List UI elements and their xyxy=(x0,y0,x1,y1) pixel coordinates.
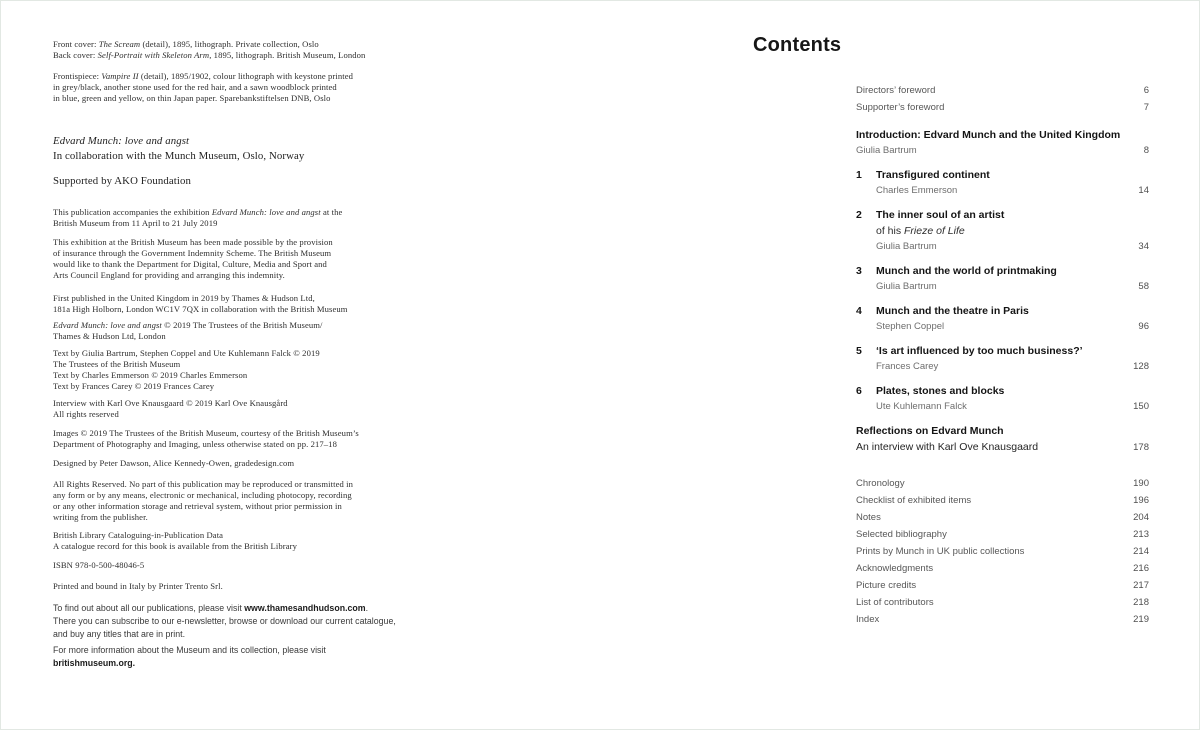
toc-row xyxy=(856,495,1149,512)
chapter-title: The inner soul of an artist xyxy=(876,209,1005,221)
toc-chapter xyxy=(856,343,1149,375)
toc-page-number: 204 xyxy=(1133,512,1149,523)
chapter-author: Frances Carey xyxy=(876,361,939,372)
toc-page-number: 34 xyxy=(1138,241,1149,252)
colophon-line: would like to thank the Department for Digital, Culture, Media and Sport and xyxy=(53,259,327,269)
colophon-line: Department of Photography and Imaging, unless otherwise stated on pp. 217–18 xyxy=(53,439,337,449)
colophon-paragraph xyxy=(53,348,320,392)
toc-page-number: 217 xyxy=(1133,580,1149,591)
colophon-line: Edvard Munch: love and angst xyxy=(53,135,190,147)
toc-chapter xyxy=(856,303,1149,335)
toc-entry-label: List of contributors xyxy=(856,597,934,608)
colophon-line: Designed by Peter Dawson, Alice Kennedy-Owen, gradedesign.com xyxy=(53,458,295,468)
colophon-line: Edvard Munch: love and angst © 2019 The Trustees of the British Museum/ xyxy=(53,320,323,330)
toc-row xyxy=(856,102,1149,119)
colophon-line: Images © 2019 The Trustees of the British Museum, courtesy of the British Museum’s xyxy=(53,428,359,438)
toc-row xyxy=(856,597,1149,614)
toc-entry-last-line xyxy=(856,439,1149,456)
colophon-paragraph xyxy=(53,458,294,469)
colophon-line: There you can subscribe to our e-newsletter, browse or download our current catalogue, xyxy=(53,616,396,626)
toc-entry-label: Supporter’s foreword xyxy=(856,102,945,113)
toc-row xyxy=(856,546,1149,563)
colophon-line: A catalogue record for this book is available from the British Library xyxy=(53,541,297,551)
chapter-number: 4 xyxy=(856,305,862,317)
colophon-line: All Rights Reserved. No part of this publication may be reproduced or transmitted in xyxy=(53,479,354,489)
toc-entry-last-line xyxy=(876,359,1149,375)
chapter-author: Giulia Bartrum xyxy=(876,241,937,252)
toc-entry-last-line xyxy=(876,279,1149,295)
colophon-line: Back cover: Self-Portrait with Skeleton Arm, 1895, lithograph. British Museum, London xyxy=(53,50,366,60)
colophon-paragraph xyxy=(53,134,304,164)
toc-entry-label: Notes xyxy=(856,512,881,523)
toc-entry-label: Picture credits xyxy=(856,580,917,591)
colophon-line: This exhibition at the British Museum has been made possible by the provision xyxy=(53,237,333,247)
toc-entry-label: Directors’ foreword xyxy=(856,85,936,96)
toc-section xyxy=(856,127,1149,159)
colophon-paragraph xyxy=(53,174,191,189)
toc-page-number: 150 xyxy=(1133,401,1149,412)
toc-entry-last-line xyxy=(876,183,1149,199)
toc-row xyxy=(856,85,1149,102)
contents-page xyxy=(601,1,1200,730)
colophon-paragraph xyxy=(53,479,353,523)
chapter-title: Plates, stones and blocks xyxy=(876,385,1005,397)
toc-page-number: 96 xyxy=(1138,321,1149,332)
chapter-subtitle: of his Frieze of Life xyxy=(876,225,965,237)
toc-entry-label: Chronology xyxy=(856,478,905,489)
toc-entry-last-line xyxy=(856,143,1149,159)
toc-page-number: 58 xyxy=(1138,281,1149,292)
colophon-line: Interview with Karl Ove Knausgaard © 2019 Karl Ove Knausgård xyxy=(53,398,288,408)
colophon-line: The Trustees of the British Museum xyxy=(53,359,181,369)
chapter-author: Ute Kuhlemann Falck xyxy=(876,401,967,412)
chapter-number: 1 xyxy=(856,169,862,181)
colophon-line: britishmuseum.org. xyxy=(53,658,136,668)
toc-section xyxy=(856,423,1149,456)
colophon-line: ISBN 978-0-500-48046-5 xyxy=(53,560,145,570)
toc-row xyxy=(856,478,1149,495)
colophon-paragraph xyxy=(53,293,348,315)
colophon-line: in grey/black, another stone used for the red hair, and a sawn woodblock printed xyxy=(53,82,337,92)
colophon-line: In collaboration with the Munch Museum, Oslo, Norway xyxy=(53,150,305,162)
chapter-number: 2 xyxy=(856,209,862,221)
colophon-line: Printed and bound in Italy by Printer Trento Srl. xyxy=(53,581,223,591)
colophon-paragraph xyxy=(53,398,288,420)
colophon-line: This publication accompanies the exhibition Edvard Munch: love and angst at the xyxy=(53,207,343,217)
toc-page-number: 14 xyxy=(1138,185,1149,196)
chapter-title: Munch and the world of printmaking xyxy=(876,265,1057,277)
colophon-paragraph xyxy=(53,602,396,641)
toc-row xyxy=(856,580,1149,597)
chapter-number: 5 xyxy=(856,345,862,357)
toc-page-number: 214 xyxy=(1133,546,1149,557)
colophon-line: British Library Cataloguing-in-Publication Data xyxy=(53,530,224,540)
toc-page-number: 216 xyxy=(1133,563,1149,574)
toc-page-number: 218 xyxy=(1133,597,1149,608)
chapter-author: Stephen Coppel xyxy=(876,321,945,332)
toc-entry-last-line xyxy=(876,399,1149,415)
colophon-line: and buy any titles that are in print. xyxy=(53,629,186,639)
colophon-line: in blue, green and yellow, on thin Japan paper. Sparebankstiftelsen DNB, Oslo xyxy=(53,93,331,103)
toc-row xyxy=(856,563,1149,580)
colophon-paragraph xyxy=(53,320,323,342)
colophon-line: or any other information storage and retrieval system, without prior permission in xyxy=(53,501,342,511)
chapter-author: Giulia Bartrum xyxy=(856,145,917,156)
colophon-line: Front cover: The Scream (detail), 1895, lithograph. Private collection, Oslo xyxy=(53,39,319,49)
toc-page-number: 8 xyxy=(1143,145,1149,156)
colophon-line: Frontispiece: Vampire II (detail), 1895/1902, colour lithograph with keystone printed xyxy=(53,71,354,81)
toc-chapter xyxy=(856,263,1149,295)
colophon-line: British Museum from 11 April to 21 July 2019 xyxy=(53,218,218,228)
toc-row xyxy=(856,614,1149,631)
chapter-title: ‘Is art influenced by too much business?’ xyxy=(876,345,1083,357)
colophon-line: Thames & Hudson Ltd, London xyxy=(53,331,166,341)
colophon-line: any form or by any means, electronic or mechanical, including photocopy, recording xyxy=(53,490,352,500)
colophon-line: writing from the publisher. xyxy=(53,512,148,522)
colophon-line: Text by Frances Carey © 2019 Frances Carey xyxy=(53,381,215,391)
toc-chapter xyxy=(856,167,1149,199)
colophon-paragraph xyxy=(53,644,326,670)
colophon-paragraph xyxy=(53,71,353,104)
colophon-line: To find out about all our publications, please visit www.thamesandhudson.com. xyxy=(53,603,369,613)
toc-chapter xyxy=(856,207,1149,255)
toc-entry-last-line xyxy=(876,239,1149,255)
toc-page-number: 7 xyxy=(1143,102,1149,113)
chapter-number: 3 xyxy=(856,265,862,277)
toc-page-number: 196 xyxy=(1133,495,1149,506)
section-subtitle: An interview with Karl Ove Knausgaard xyxy=(856,441,1039,453)
colophon-paragraph xyxy=(53,581,223,592)
colophon-line: For more information about the Museum and its collection, please visit xyxy=(53,645,326,655)
toc-entry-label: Prints by Munch in UK public collections xyxy=(856,546,1025,557)
colophon-line: All rights reserved xyxy=(53,409,119,419)
colophon-page xyxy=(1,1,601,730)
toc-page-number: 219 xyxy=(1133,614,1149,625)
toc-entry-label: Selected bibliography xyxy=(856,529,947,540)
colophon-paragraph xyxy=(53,560,144,571)
colophon-line: Arts Council England for providing and arranging this indemnity. xyxy=(53,270,285,280)
toc-chapter xyxy=(856,383,1149,415)
colophon-line: 181a High Holborn, London WC1V 7QX in collaboration with the British Museum xyxy=(53,304,348,314)
chapter-author: Charles Emmerson xyxy=(876,185,958,196)
toc-page-number: 213 xyxy=(1133,529,1149,540)
toc-list xyxy=(856,85,1149,631)
colophon-line: Supported by AKO Foundation xyxy=(53,175,191,187)
toc-page-number: 190 xyxy=(1133,478,1149,489)
colophon-line: First published in the United Kingdom in 2019 by Thames & Hudson Ltd, xyxy=(53,293,315,303)
colophon-paragraph xyxy=(53,237,333,281)
chapter-number: 6 xyxy=(856,385,862,397)
colophon-paragraph xyxy=(53,39,365,61)
toc-row xyxy=(856,529,1149,546)
colophon-line: Text by Charles Emmerson © 2019 Charles Emmerson xyxy=(53,370,248,380)
colophon-paragraph xyxy=(53,207,342,229)
toc-entry-label: Acknowledgments xyxy=(856,563,934,574)
colophon-paragraph xyxy=(53,428,359,450)
chapter-title: Transfigured continent xyxy=(876,169,990,181)
toc-page-number: 178 xyxy=(1133,442,1149,453)
toc-row xyxy=(856,512,1149,529)
colophon-paragraph xyxy=(53,530,297,552)
contents-title: Contents xyxy=(753,34,842,56)
toc-entry-last-line xyxy=(876,319,1149,335)
chapter-title: Reflections on Edvard Munch xyxy=(856,425,1004,437)
toc-entry-label: Index xyxy=(856,614,880,625)
toc-page-number: 128 xyxy=(1133,361,1149,372)
toc-page-number: 6 xyxy=(1143,85,1149,96)
colophon-line: Text by Giulia Bartrum, Stephen Coppel and Ute Kuhlemann Falck © 2019 xyxy=(53,348,320,358)
chapter-author: Giulia Bartrum xyxy=(876,281,937,292)
chapter-title: Munch and the theatre in Paris xyxy=(876,305,1029,317)
chapter-title: Introduction: Edvard Munch and the United Kingdom xyxy=(856,129,1121,141)
toc-entry-label: Checklist of exhibited items xyxy=(856,495,972,506)
colophon-line: of insurance through the Government Indemnity Scheme. The British Museum xyxy=(53,248,332,258)
